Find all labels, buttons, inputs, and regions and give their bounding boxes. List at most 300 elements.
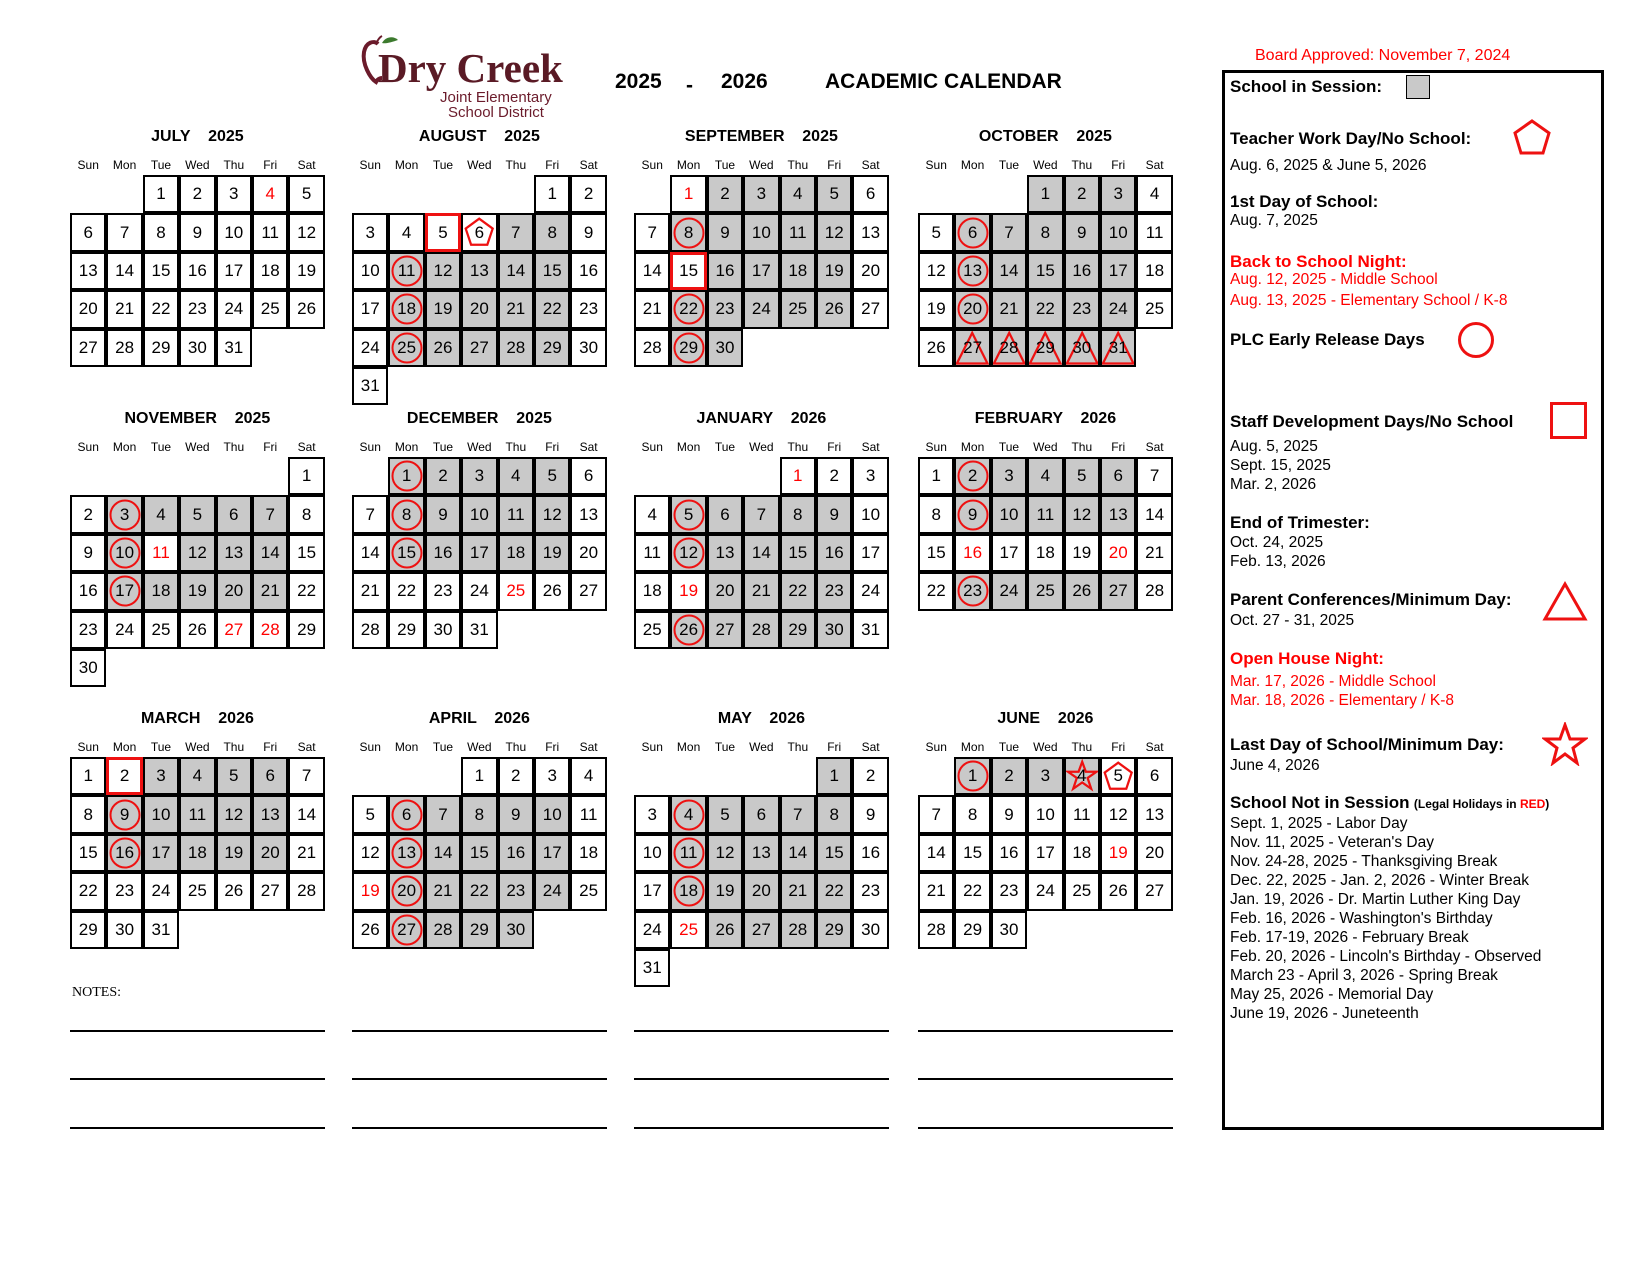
day-cell bbox=[918, 252, 954, 290]
day-cell bbox=[991, 872, 1027, 910]
day-cell bbox=[634, 495, 670, 533]
day-cell bbox=[1064, 872, 1100, 910]
day-cell bbox=[991, 213, 1027, 251]
day-number: 5 bbox=[438, 222, 448, 242]
day-number: 11 bbox=[397, 260, 416, 280]
day-number: 30 bbox=[433, 619, 453, 639]
day-number: 23 bbox=[861, 881, 881, 901]
day-number: 22 bbox=[926, 581, 946, 601]
day-cell bbox=[954, 534, 990, 572]
weekday-label: Wed bbox=[467, 158, 492, 172]
day-cell bbox=[498, 757, 534, 795]
day-cell bbox=[954, 329, 990, 367]
day-cell bbox=[288, 175, 324, 213]
day-cell bbox=[780, 457, 816, 495]
year-end: 2026 bbox=[721, 70, 768, 93]
day-cell bbox=[461, 611, 497, 649]
day-cell bbox=[1100, 572, 1136, 610]
day-number: 4 bbox=[1077, 766, 1087, 786]
day-cell bbox=[252, 834, 288, 872]
day-number: 18 bbox=[187, 842, 207, 862]
day-cell bbox=[425, 534, 461, 572]
day-cell bbox=[743, 290, 779, 328]
day-cell bbox=[852, 795, 888, 833]
day-number: 15 bbox=[297, 542, 317, 562]
day-number: 15 bbox=[151, 260, 171, 280]
day-number: 12 bbox=[360, 842, 380, 862]
day-cell bbox=[252, 495, 288, 533]
day-cell bbox=[288, 795, 324, 833]
day-cell bbox=[670, 795, 706, 833]
weekday-label: Thu bbox=[223, 740, 245, 754]
month-title: AUGUST 2025 bbox=[418, 128, 540, 145]
day-cell bbox=[179, 290, 215, 328]
day-number: 25 bbox=[642, 619, 662, 639]
day-number: 8 bbox=[474, 804, 485, 824]
day-cell bbox=[179, 611, 215, 649]
day-number: 5 bbox=[365, 804, 375, 824]
holiday-item: March 23 - April 3, 2026 - Spring Break bbox=[1230, 967, 1498, 984]
day-cell bbox=[918, 872, 954, 910]
day-number: 5 bbox=[683, 504, 694, 524]
day-cell bbox=[534, 213, 570, 251]
weekday-label: Sat bbox=[861, 740, 880, 754]
day-number: 31 bbox=[469, 619, 489, 639]
day-cell bbox=[918, 329, 954, 367]
day-cell bbox=[70, 872, 106, 910]
day-number: 21 bbox=[926, 881, 946, 901]
day-number: 11 bbox=[788, 222, 807, 242]
day-number: 20 bbox=[715, 581, 735, 601]
day-number: 8 bbox=[931, 504, 941, 524]
day-number: 22 bbox=[297, 581, 317, 601]
day-cell bbox=[288, 213, 324, 251]
day-number: 13 bbox=[397, 842, 417, 862]
holiday-item: Feb. 16, 2026 - Washington's Birthday bbox=[1230, 910, 1493, 927]
month-title: OCTOBER 2025 bbox=[978, 128, 1112, 145]
day-number: 30 bbox=[1072, 337, 1092, 357]
day-cell bbox=[670, 213, 706, 251]
legend-trimester-title: End of Trimester: bbox=[1230, 513, 1370, 532]
day-cell bbox=[1027, 290, 1063, 328]
weekday-label: Fri bbox=[263, 740, 278, 754]
day-cell bbox=[106, 757, 142, 795]
legend-conferences-date: Oct. 27 - 31, 2025 bbox=[1230, 612, 1355, 629]
day-cell bbox=[461, 795, 497, 833]
day-number: 25 bbox=[679, 919, 699, 939]
day-cell bbox=[216, 795, 252, 833]
day-number: 23 bbox=[78, 619, 98, 639]
legend-first-day-date: Aug. 7, 2025 bbox=[1230, 212, 1318, 229]
day-cell bbox=[707, 834, 743, 872]
day-cell bbox=[461, 872, 497, 910]
day-number: 24 bbox=[360, 337, 380, 357]
day-number: 19 bbox=[926, 299, 946, 319]
day-cell bbox=[634, 911, 670, 949]
day-number: 27 bbox=[715, 619, 735, 639]
weekday-label: Fri bbox=[1111, 740, 1126, 754]
day-cell bbox=[461, 329, 497, 367]
day-number: 23 bbox=[433, 581, 453, 601]
day-number: 9 bbox=[967, 504, 978, 524]
day-cell bbox=[216, 175, 252, 213]
day-cell bbox=[816, 290, 852, 328]
day-number: 28 bbox=[360, 619, 380, 639]
day-number: 20 bbox=[1145, 842, 1165, 862]
day-cell bbox=[461, 457, 497, 495]
day-cell bbox=[670, 572, 706, 610]
day-number: 22 bbox=[1035, 299, 1055, 319]
square-icon bbox=[1550, 402, 1587, 439]
day-cell bbox=[634, 795, 670, 833]
day-number: 16 bbox=[78, 581, 98, 601]
year-start: 2025 bbox=[615, 70, 662, 93]
day-cell bbox=[498, 795, 534, 833]
day-cell bbox=[670, 611, 706, 649]
month-title: JANUARY 2026 bbox=[696, 410, 827, 427]
day-number: 5 bbox=[301, 184, 312, 204]
day-cell bbox=[918, 495, 954, 533]
day-cell bbox=[570, 834, 606, 872]
weekday-label: Thu bbox=[223, 440, 245, 454]
weekday-label: Thu bbox=[787, 158, 809, 172]
day-cell bbox=[852, 290, 888, 328]
day-number: 22 bbox=[78, 881, 98, 901]
weekday-label: Mon bbox=[960, 158, 985, 172]
day-number: 29 bbox=[297, 619, 317, 639]
month-title: SEPTEMBER 2025 bbox=[684, 128, 838, 145]
weekday-label: Fri bbox=[545, 440, 560, 454]
day-cell bbox=[852, 457, 888, 495]
day-number: 13 bbox=[963, 260, 983, 280]
day-cell bbox=[216, 329, 252, 367]
day-number: 19 bbox=[1108, 842, 1128, 862]
day-number: 26 bbox=[433, 337, 453, 357]
day-cell bbox=[534, 175, 570, 213]
legend-open-house-2: Mar. 18, 2026 - Elementary / K-8 bbox=[1230, 692, 1454, 709]
day-cell bbox=[388, 495, 424, 533]
day-cell bbox=[461, 834, 497, 872]
weekday-label: Sat bbox=[579, 440, 598, 454]
day-cell bbox=[1027, 495, 1063, 533]
day-cell bbox=[534, 457, 570, 495]
day-cell bbox=[1027, 329, 1063, 367]
legend-last-day-title: Last Day of School/Minimum Day: bbox=[1230, 735, 1504, 754]
day-number: 24 bbox=[999, 581, 1019, 601]
day-number: 9 bbox=[511, 804, 521, 824]
day-number: 2 bbox=[192, 184, 203, 204]
day-number: 6 bbox=[1113, 466, 1123, 486]
day-cell bbox=[707, 572, 743, 610]
day-number: 14 bbox=[926, 842, 946, 862]
day-cell bbox=[534, 834, 570, 872]
day-number: 24 bbox=[469, 581, 489, 601]
weekday-label: Wed bbox=[1033, 158, 1058, 172]
day-cell bbox=[1064, 834, 1100, 872]
day-number: 30 bbox=[115, 919, 135, 939]
day-number: 27 bbox=[1108, 581, 1128, 601]
weekday-label: Thu bbox=[787, 740, 809, 754]
day-cell bbox=[1064, 290, 1100, 328]
month-title: APRIL 2026 bbox=[428, 710, 530, 727]
holiday-item: Jan. 19, 2026 - Dr. Martin Luther King Day bbox=[1230, 891, 1521, 908]
day-number: 29 bbox=[151, 337, 171, 357]
day-number: 23 bbox=[579, 299, 599, 319]
day-cell bbox=[216, 213, 252, 251]
day-cell bbox=[707, 534, 743, 572]
day-cell bbox=[1136, 872, 1172, 910]
apple-logo-icon bbox=[360, 34, 590, 124]
day-cell bbox=[70, 572, 106, 610]
day-cell bbox=[743, 175, 779, 213]
day-number: 1 bbox=[1040, 184, 1051, 204]
day-number: 3 bbox=[1113, 184, 1123, 204]
day-number: 8 bbox=[793, 504, 803, 524]
day-number: 29 bbox=[824, 919, 844, 939]
day-cell bbox=[216, 834, 252, 872]
day-number: 15 bbox=[78, 842, 98, 862]
day-number: 28 bbox=[751, 619, 771, 639]
month-title: JUNE 2026 bbox=[997, 710, 1094, 727]
day-cell bbox=[743, 834, 779, 872]
day-number: 5 bbox=[192, 504, 203, 524]
day-number: 7 bbox=[647, 222, 657, 242]
day-number: 15 bbox=[679, 260, 699, 280]
legend-back-to-school-title: Back to School Night: bbox=[1230, 252, 1407, 271]
day-cell bbox=[352, 329, 388, 367]
day-cell bbox=[780, 213, 816, 251]
day-number: 22 bbox=[679, 299, 699, 319]
day-cell bbox=[70, 290, 106, 328]
day-number: 26 bbox=[224, 881, 244, 901]
day-cell bbox=[1100, 834, 1136, 872]
day-number: 25 bbox=[1072, 881, 1092, 901]
day-cell bbox=[288, 534, 324, 572]
day-cell bbox=[179, 213, 215, 251]
day-number: 30 bbox=[861, 919, 881, 939]
day-cell bbox=[288, 872, 324, 910]
day-cell bbox=[388, 795, 424, 833]
day-cell bbox=[288, 757, 324, 795]
day-cell bbox=[918, 911, 954, 949]
day-number: 20 bbox=[78, 299, 98, 319]
day-cell bbox=[670, 175, 706, 213]
day-number: 7 bbox=[1149, 466, 1160, 486]
not-in-session-note-b: ) bbox=[1545, 797, 1550, 811]
day-number: 10 bbox=[151, 804, 171, 824]
day-number: 13 bbox=[1145, 804, 1165, 824]
day-number: 10 bbox=[1035, 804, 1055, 824]
day-cell bbox=[252, 290, 288, 328]
day-cell bbox=[852, 757, 888, 795]
day-cell bbox=[252, 795, 288, 833]
weekday-label: Fri bbox=[263, 440, 278, 454]
day-cell bbox=[388, 290, 424, 328]
day-number: 2 bbox=[438, 466, 448, 486]
day-cell bbox=[461, 572, 497, 610]
day-number: 4 bbox=[647, 504, 657, 524]
day-cell bbox=[388, 457, 424, 495]
day-cell bbox=[352, 834, 388, 872]
day-cell bbox=[852, 213, 888, 251]
day-cell bbox=[570, 175, 606, 213]
day-number: 16 bbox=[963, 542, 983, 562]
day-cell bbox=[991, 911, 1027, 949]
day-number: 13 bbox=[78, 260, 98, 280]
day-number: 23 bbox=[715, 299, 735, 319]
day-number: 10 bbox=[642, 842, 662, 862]
day-cell bbox=[670, 290, 706, 328]
weekday-label: Tue bbox=[714, 740, 736, 754]
weekday-label: Sun bbox=[925, 158, 947, 172]
day-number: 18 bbox=[788, 260, 808, 280]
day-number: 17 bbox=[115, 581, 135, 601]
day-cell bbox=[352, 911, 388, 949]
day-cell bbox=[388, 611, 424, 649]
day-number: 30 bbox=[78, 658, 98, 678]
day-number: 28 bbox=[297, 881, 317, 901]
day-cell bbox=[216, 611, 252, 649]
day-number: 16 bbox=[433, 542, 453, 562]
day-cell bbox=[498, 329, 534, 367]
weekday-label: Sun bbox=[77, 158, 99, 172]
day-number: 27 bbox=[861, 299, 881, 319]
day-cell bbox=[991, 252, 1027, 290]
legend-teacher-work-title: Teacher Work Day/No School: bbox=[1230, 129, 1472, 148]
day-cell bbox=[252, 213, 288, 251]
day-number: 6 bbox=[474, 222, 485, 242]
day-number: 13 bbox=[579, 504, 599, 524]
day-cell bbox=[534, 572, 570, 610]
weekday-label: Sat bbox=[1145, 440, 1164, 454]
day-number: 2 bbox=[967, 466, 978, 486]
legend-staff-dev-1: Aug. 5, 2025 bbox=[1230, 438, 1318, 455]
day-cell bbox=[179, 757, 215, 795]
weekday-label: Sat bbox=[297, 740, 316, 754]
day-number: 27 bbox=[469, 337, 489, 357]
day-number: 17 bbox=[224, 260, 244, 280]
day-number: 19 bbox=[297, 260, 317, 280]
day-number: 5 bbox=[547, 466, 557, 486]
note-line bbox=[352, 1127, 607, 1129]
day-cell bbox=[707, 872, 743, 910]
day-number: 7 bbox=[119, 222, 130, 242]
weekday-label: Mon bbox=[676, 440, 701, 454]
day-cell bbox=[1136, 252, 1172, 290]
day-cell bbox=[1027, 795, 1063, 833]
day-cell bbox=[852, 834, 888, 872]
day-cell bbox=[918, 534, 954, 572]
day-cell bbox=[388, 252, 424, 290]
day-cell bbox=[534, 872, 570, 910]
day-number: 3 bbox=[647, 804, 657, 824]
day-cell bbox=[352, 572, 388, 610]
day-cell bbox=[70, 611, 106, 649]
day-cell bbox=[780, 175, 816, 213]
day-number: 2 bbox=[119, 766, 130, 786]
day-number: 18 bbox=[1035, 542, 1055, 562]
day-number: 4 bbox=[583, 766, 594, 786]
day-number: 13 bbox=[260, 804, 280, 824]
year-dash: - bbox=[686, 74, 693, 97]
day-cell bbox=[991, 572, 1027, 610]
day-number: 1 bbox=[829, 766, 839, 786]
day-cell bbox=[352, 367, 388, 405]
day-number: 11 bbox=[188, 804, 207, 824]
holiday-item: Nov. 11, 2025 - Veteran's Day bbox=[1230, 834, 1434, 851]
day-cell bbox=[570, 872, 606, 910]
weekday-label: Sat bbox=[1145, 740, 1164, 754]
day-number: 4 bbox=[156, 504, 166, 524]
day-number: 18 bbox=[1072, 842, 1092, 862]
month-title: MARCH 2026 bbox=[140, 710, 254, 727]
day-number: 28 bbox=[260, 619, 280, 639]
day-cell bbox=[918, 290, 954, 328]
weekday-label: Sun bbox=[359, 158, 381, 172]
day-number: 17 bbox=[751, 260, 771, 280]
day-cell bbox=[106, 252, 142, 290]
weekday-label: Sun bbox=[925, 740, 947, 754]
day-number: 8 bbox=[83, 804, 93, 824]
day-cell bbox=[425, 252, 461, 290]
day-number: 9 bbox=[583, 222, 594, 242]
day-cell bbox=[425, 834, 461, 872]
day-number: 14 bbox=[999, 260, 1019, 280]
day-cell bbox=[498, 495, 534, 533]
day-cell bbox=[852, 252, 888, 290]
day-cell bbox=[1064, 213, 1100, 251]
day-cell bbox=[780, 534, 816, 572]
day-cell bbox=[991, 534, 1027, 572]
day-number: 10 bbox=[224, 222, 244, 242]
day-number: 21 bbox=[433, 881, 453, 901]
day-cell bbox=[1136, 572, 1172, 610]
holiday-item: Feb. 20, 2026 - Lincoln's Birthday - Observed bbox=[1230, 948, 1542, 965]
weekday-label: Tue bbox=[998, 440, 1020, 454]
day-cell bbox=[288, 457, 324, 495]
day-number: 23 bbox=[824, 581, 844, 601]
day-cell bbox=[780, 795, 816, 833]
day-number: 25 bbox=[260, 299, 280, 319]
day-cell bbox=[1100, 290, 1136, 328]
day-cell bbox=[1136, 534, 1172, 572]
day-cell bbox=[670, 534, 706, 572]
day-cell bbox=[143, 795, 179, 833]
day-cell bbox=[670, 329, 706, 367]
note-line bbox=[918, 1078, 1173, 1080]
weekday-label: Tue bbox=[714, 440, 736, 454]
day-cell bbox=[1100, 329, 1136, 367]
day-cell bbox=[425, 290, 461, 328]
day-cell bbox=[252, 757, 288, 795]
day-cell bbox=[216, 572, 252, 610]
day-cell bbox=[780, 611, 816, 649]
day-cell bbox=[352, 495, 388, 533]
day-cell bbox=[143, 834, 179, 872]
day-cell bbox=[143, 175, 179, 213]
day-number: 3 bbox=[156, 766, 166, 786]
day-cell bbox=[570, 457, 606, 495]
day-number: 12 bbox=[224, 804, 244, 824]
day-cell bbox=[179, 175, 215, 213]
day-number: 13 bbox=[224, 542, 244, 562]
weekday-label: Sun bbox=[77, 740, 99, 754]
day-cell bbox=[216, 534, 252, 572]
day-cell bbox=[954, 911, 990, 949]
day-cell bbox=[216, 495, 252, 533]
day-cell bbox=[106, 213, 142, 251]
district-logo bbox=[360, 34, 590, 124]
